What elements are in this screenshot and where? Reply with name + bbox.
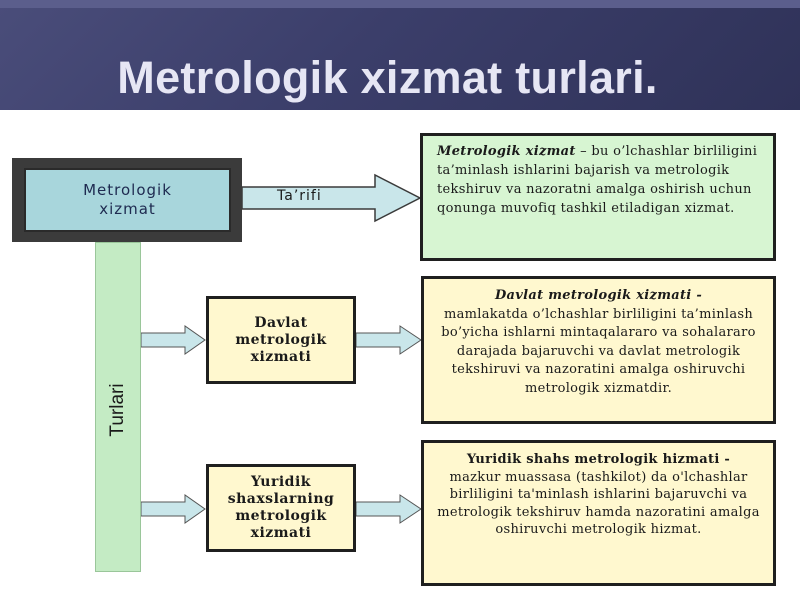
legal-service-box: Yuridik shaxslarning metrologik xizmati	[206, 464, 356, 552]
definition-arrow-shape	[242, 175, 420, 221]
arrow-bar-to-legal	[141, 495, 205, 523]
state-service-term: Davlat metrologik xizmati -	[494, 288, 703, 303]
slide-title: Metrologik xizmat turlari.	[117, 52, 658, 103]
state-service-desc-box	[421, 276, 776, 424]
definition-arrow-label: Ta’rifi	[277, 188, 322, 204]
legal-service-term: Yuridik shahs metrologik hizmati -	[466, 452, 731, 467]
arrow-legal-to-desc	[356, 495, 421, 523]
definition-term: Metrologik xizmat	[437, 144, 576, 159]
definition-box	[420, 133, 776, 261]
legal-service-desc-box	[421, 440, 776, 586]
definition-text: – bu o’lchashlar birliligini ta’minlash ishlarini bajarish va metrologik tekshiruv va nazoratni amalga oshirish uchun qonunga muvofiq tashkil etiladigan xizmat.	[437, 144, 758, 216]
arrow-bar-to-state	[141, 326, 205, 354]
root-box: Metrologik xizmat	[24, 168, 231, 232]
legal-service-text: mazkur muassasa (tashkilot) da o'lchashlar birliligini ta'minlash ishlarini bajaruvchi va metrologik tekshiruv hamda nazoratini amalga oshiruvchi metrologik hizmat.	[437, 469, 760, 537]
arrow-state-to-desc	[356, 326, 421, 354]
state-service-box: Davlat metrologik xizmati	[206, 296, 356, 384]
state-service-text: mamlakatda o’lchashlar birliligini ta’minlash bo’yicha ishlarni mintaqalararo va sohalararo darajada bajaruvchi va davlat metrologik tekshiruvi va nazoratini amalga oshiruvchi metrologik xizmatdir.	[441, 306, 756, 396]
types-bar-label: Turlari	[107, 383, 128, 437]
